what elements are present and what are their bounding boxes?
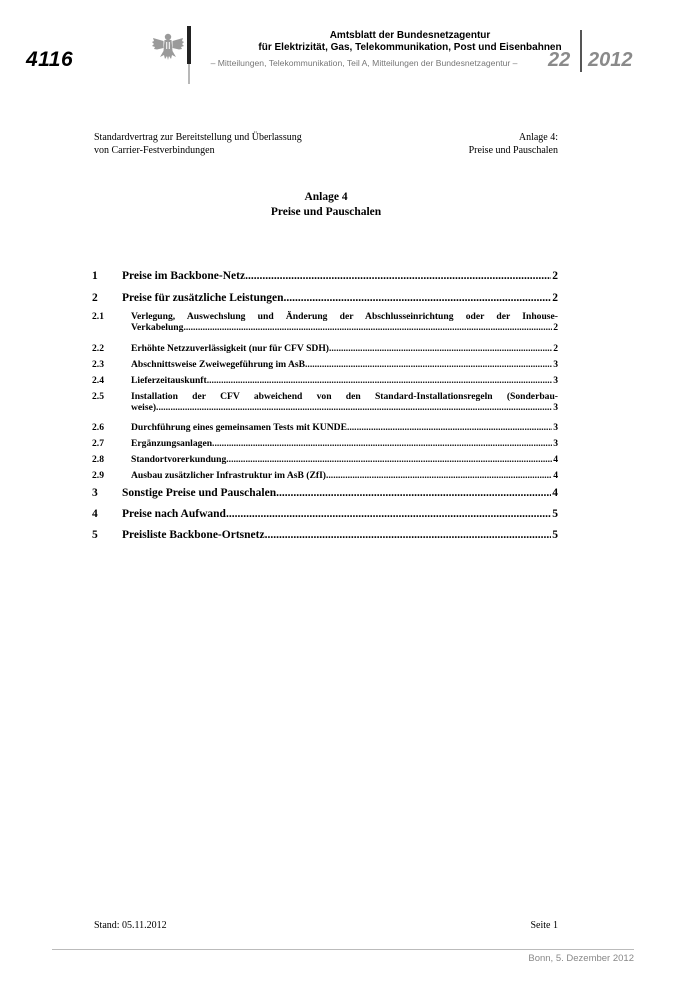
toc-entry-1[interactable] — [92, 270, 558, 282]
header-divider — [188, 26, 190, 84]
gazette-title-line2: für Elektrizität, Gas, Telekommunikation, Post und Eisenbahnen — [258, 42, 562, 53]
toc-number: 2.7 — [92, 438, 104, 449]
toc-title: Standortvorerkundung — [131, 454, 227, 465]
footer-divider — [52, 949, 634, 950]
issue-year: 2012 — [588, 49, 633, 71]
toc-page: 3 — [553, 438, 558, 449]
toc-number: 2.2 — [92, 343, 104, 354]
toc-entry-2-1[interactable] — [92, 311, 558, 333]
toc-page: 2 — [553, 322, 558, 333]
toc-page: 2 — [552, 270, 558, 282]
toc-page: 3 — [553, 375, 558, 386]
toc-title: Abschnittsweise Zweiwegeführung im AsB — [131, 359, 306, 370]
contract-title — [94, 131, 302, 157]
toc-page: 4 — [552, 487, 558, 499]
toc-page: 3 — [553, 422, 558, 433]
toc-number: 2 — [92, 292, 98, 304]
toc-title-line2: weise) — [131, 402, 157, 413]
federal-eagle-icon — [150, 31, 186, 65]
toc-title: Preise im Backbone-Netz — [122, 270, 246, 282]
toc-title: Sonstige Preise und Pauschalen — [122, 487, 277, 499]
toc-number: 2.4 — [92, 375, 104, 386]
toc-title: Erhöhte Netzzuverlässigkeit (nur für CFV SDH) — [131, 343, 329, 354]
toc-number: 2.9 — [92, 470, 104, 481]
document-title — [94, 190, 558, 220]
toc-page: 2 — [553, 343, 558, 354]
toc-page: 5 — [552, 529, 558, 541]
toc-entry-3[interactable] — [92, 487, 558, 499]
toc-entry-2-5[interactable] — [92, 391, 558, 413]
contract-title-line1: Standardvertrag zur Bereitstellung und Überlassung — [94, 132, 302, 143]
document-title-line2: Preise und Pauschalen — [270, 206, 382, 218]
issue-divider — [580, 30, 582, 72]
page-label: Seite 1 — [530, 920, 558, 931]
toc-entry-4[interactable] — [92, 508, 558, 520]
toc-title-line2: Verkabelung — [131, 322, 184, 333]
toc-title: Preise für zusätzliche Leistungen — [122, 292, 284, 304]
toc-number: 5 — [92, 529, 98, 541]
annex-label-line2: Preise und Pauschalen — [468, 145, 558, 156]
toc-entry-2[interactable] — [92, 292, 558, 304]
toc-title: Preisliste Backbone-Ortsnetz — [122, 529, 265, 541]
toc-entry-2-4[interactable] — [92, 375, 558, 386]
toc-title: Ergänzungsanlagen — [131, 438, 213, 449]
toc-number: 2.8 — [92, 454, 104, 465]
toc-number: 2.6 — [92, 422, 104, 433]
toc-page: 3 — [553, 402, 558, 413]
gazette-subtitle: – Mitteilungen, Telekommunikation, Teil A, Mitteilungen der Bundesnetzagentur – — [210, 58, 518, 68]
page-number: 4116 — [26, 48, 74, 71]
toc-entry-2-9[interactable] — [92, 470, 558, 481]
toc-number: 4 — [92, 508, 98, 520]
toc-page: 4 — [553, 454, 558, 465]
toc-number: 1 — [92, 270, 98, 282]
toc-title: Preise nach Aufwand — [122, 508, 226, 520]
document-title-line1: Anlage 4 — [304, 191, 348, 203]
toc-page: 4 — [553, 470, 558, 481]
gazette-title-line1: Amtsblatt der Bundesnetzagentur — [329, 30, 491, 41]
toc-entry-2-6[interactable] — [92, 422, 558, 433]
toc-title: Ausbau zusätzlicher Infrastruktur im AsB (ZfI) — [131, 470, 326, 481]
toc-page: 5 — [552, 508, 558, 520]
contract-title-line2: von Carrier-Festverbindungen — [94, 145, 215, 156]
annex-label — [469, 131, 558, 157]
annex-label-line1: Anlage 4: — [518, 132, 558, 143]
toc-title-line1: Verlegung, Auswechslung und Änderung der Abschlusseinrichtung oder der Inhouse- — [131, 311, 558, 322]
toc-page: 2 — [552, 292, 558, 304]
toc-number: 2.3 — [92, 359, 104, 370]
publication-date: Bonn, 5. Dezember 2012 — [528, 953, 634, 964]
toc-page: 3 — [553, 359, 558, 370]
toc-number: 2.5 — [92, 391, 104, 402]
toc-entry-5[interactable] — [92, 529, 558, 541]
stand-date: Stand: 05.11.2012 — [94, 920, 167, 931]
toc-title: Lieferzeitauskunft — [131, 375, 207, 386]
toc-entry-2-7[interactable] — [92, 438, 558, 449]
toc-number: 2.1 — [92, 311, 104, 322]
toc-entry-2-2[interactable] — [92, 343, 558, 354]
toc-title: Durchführung eines gemeinsamen Tests mit KUNDE — [131, 422, 347, 433]
toc-number: 3 — [92, 487, 98, 499]
issue-number: 22 — [548, 49, 571, 71]
toc-entry-2-3[interactable] — [92, 359, 558, 370]
toc-title-line1: Installation der CFV abweichend von den Standard-Installationsregeln (Sonderbau- — [131, 391, 558, 402]
toc-entry-2-8[interactable] — [92, 454, 558, 465]
